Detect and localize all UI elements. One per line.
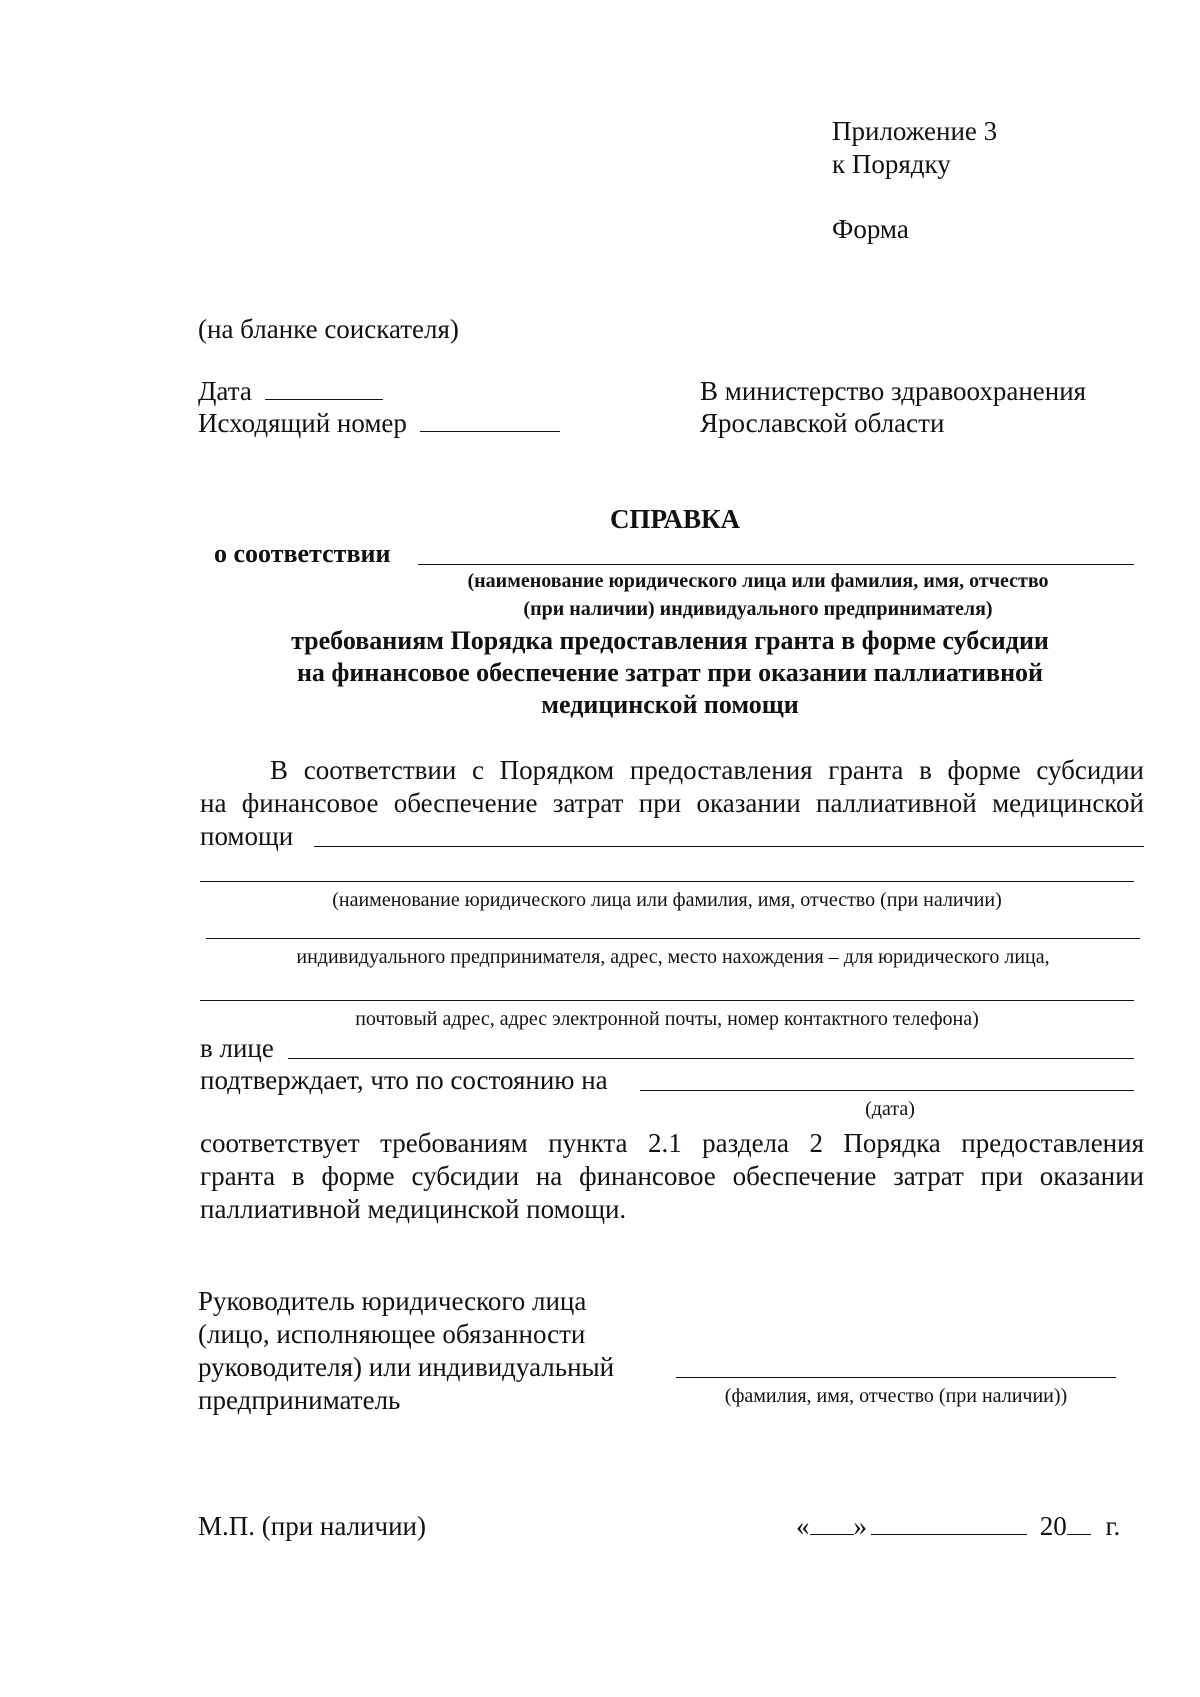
requirements-line3: медицинской помощи — [541, 690, 799, 719]
body-line2: на финансовое обеспечение затрат при оказании паллиативной медицинской — [200, 788, 1144, 818]
stamp-label: М.П. (при наличии) — [198, 1511, 426, 1541]
outgoing-number-blank[interactable] — [420, 411, 560, 432]
body-line3-prefix: помощи — [200, 821, 294, 851]
represented-by-line[interactable] — [288, 1058, 1134, 1059]
compliance-name-line[interactable] — [418, 564, 1134, 565]
outgoing-number-label: Исходящий номер — [198, 408, 407, 438]
date-signed-field — [796, 1510, 1120, 1542]
represented-by-label: в лице — [200, 1033, 274, 1063]
quote-close: » — [853, 1511, 867, 1541]
status-date-line[interactable] — [640, 1090, 1134, 1091]
status-date-hint: (дата) — [865, 1098, 915, 1120]
signatory-line4: предприниматель — [198, 1385, 401, 1415]
signatory-name-hint: (фамилия, имя, отчество (при наличии)) — [724, 1385, 1068, 1407]
requirements-line2: на финансовое обеспечение затрат при оказании паллиативной — [296, 658, 1044, 687]
organization-line-4[interactable] — [200, 1000, 1134, 1001]
year-suffix: г. — [1105, 1511, 1121, 1541]
organization-line-1[interactable] — [314, 846, 1144, 847]
quote-open: « — [796, 1511, 810, 1541]
complies-line3: паллиативной медицинской помощи. — [200, 1194, 627, 1224]
appendix-reference: к Порядку — [832, 149, 951, 179]
date-blank[interactable] — [265, 379, 383, 400]
appendix-number: Приложение 3 — [832, 116, 998, 146]
complies-line2: гранта в форме субсидии на финансовое обеспечение затрат при оказании — [200, 1161, 1144, 1191]
complies-line1: соответствует требованиям пункта 2.1 раздела 2 Порядка предоставления — [200, 1128, 1144, 1158]
signatory-line3: руководителя) или индивидуальный — [198, 1352, 615, 1382]
organization-line-3[interactable] — [206, 938, 1140, 939]
signatory-line1: Руководитель юридического лица — [198, 1286, 587, 1316]
date-label: Дата — [198, 376, 252, 406]
day-blank[interactable] — [810, 1514, 854, 1535]
body-line1: В соответствии с Порядком предоставления гранта в форме субсидии — [270, 755, 1144, 785]
confirms-prefix: подтверждает, что по состоянию на — [200, 1065, 608, 1095]
signatory-line2: (лицо, исполняющее обязанности — [198, 1319, 586, 1349]
organization-line-2[interactable] — [200, 881, 1134, 882]
requirements-line1: требованиям Порядка предоставления гранта в форме субсидии — [291, 626, 1049, 655]
recipient-line1: В министерство здравоохранения — [700, 376, 1087, 406]
outgoing-number-field — [198, 407, 560, 439]
organization-hint-c: почтовый адрес, адрес электронной почты, номер контактного телефона) — [355, 1008, 979, 1030]
year-prefix: 20 — [1039, 1511, 1067, 1541]
recipient-line2: Ярославской области — [700, 408, 945, 438]
signatory-name-line[interactable] — [676, 1377, 1116, 1378]
compliance-hint-2: (при наличии) индивидуального предпринимателя) — [523, 598, 993, 620]
compliance-hint-1: (наименование юридического лица или фамилия, имя, отчество — [467, 570, 1049, 592]
letterhead-note: (на бланке соискателя) — [198, 314, 459, 344]
date-field — [198, 375, 383, 407]
document-title: СПРАВКА — [609, 504, 741, 534]
form-label: Форма — [832, 214, 909, 244]
year-blank[interactable] — [1067, 1514, 1091, 1535]
month-blank[interactable] — [871, 1514, 1027, 1535]
organization-hint-a: (наименование юридического лица или фамилия, имя, отчество (при наличии) — [332, 889, 1002, 911]
organization-hint-b: индивидуального предпринимателя, адрес, место нахождения – для юридического лица, — [296, 946, 1050, 968]
compliance-prefix: о соответствии — [214, 539, 391, 568]
